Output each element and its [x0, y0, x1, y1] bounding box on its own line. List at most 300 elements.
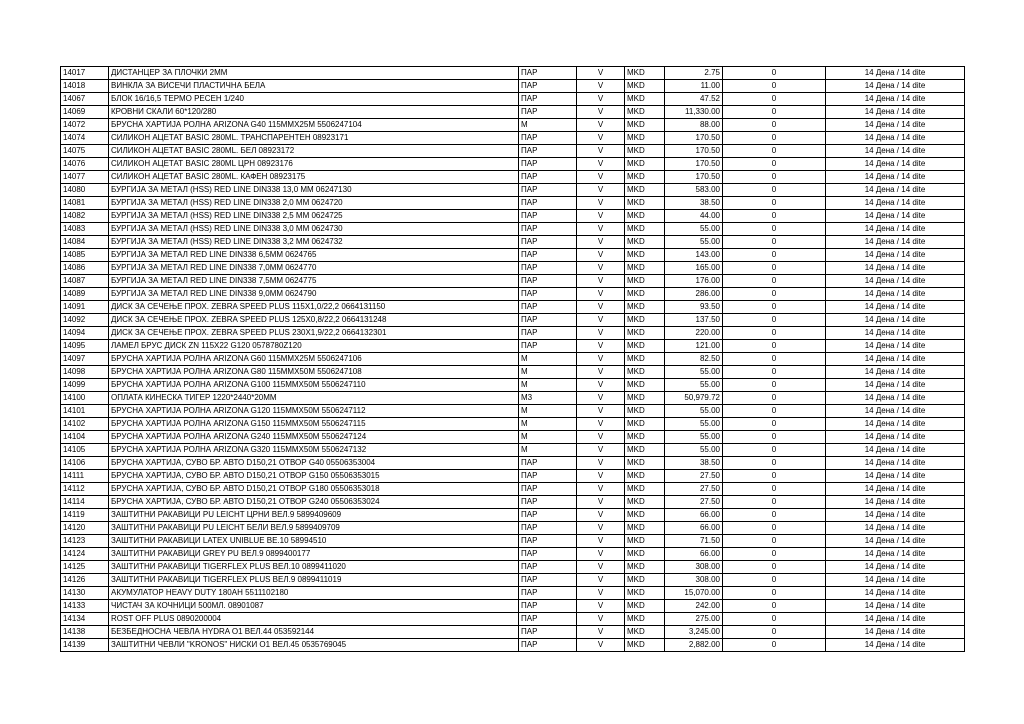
quantity-cell: 0 [723, 496, 826, 509]
table-row [61, 67, 965, 80]
item-code-cell: 14087 [61, 275, 109, 288]
v-cell: V [577, 405, 625, 418]
item-name-cell: СИЛИКОН АЦЕТАТ BASIC 280ML. ТРАНСПАРЕНТЕН 08923171 [109, 132, 519, 145]
quantity-cell: 0 [723, 171, 826, 184]
unit-cell: M [519, 405, 577, 418]
quantity-cell: 0 [723, 535, 826, 548]
item-name-cell: БРУСНА ХАРТИЈА РОЛНА ARIZONA G120 115MMX50M 5506247112 [109, 405, 519, 418]
item-code-cell: 14120 [61, 522, 109, 535]
item-name-cell: ДИСТАНЦЕР ЗА ПЛОЧКИ 2ММ [109, 67, 519, 80]
price-cell: 11.00 [665, 80, 723, 93]
currency-cell: MKD [625, 535, 665, 548]
item-code-cell: 14134 [61, 613, 109, 626]
currency-cell: MKD [625, 561, 665, 574]
quantity-cell: 0 [723, 327, 826, 340]
item-code-cell: 14089 [61, 288, 109, 301]
item-name-cell: БРУСНА ХАРТИЈА, СУВО БР. АВТО D150,21 ОТВОР G40 05506353004 [109, 457, 519, 470]
table-row [61, 470, 965, 483]
currency-cell: MKD [625, 392, 665, 405]
price-cell: 2,882.00 [665, 639, 723, 652]
delivery-term-cell: 14 Дена / 14 dite [826, 67, 965, 80]
item-code-cell: 14104 [61, 431, 109, 444]
item-code-cell: 14083 [61, 223, 109, 236]
table-row [61, 496, 965, 509]
unit-cell: ПАР [519, 483, 577, 496]
table-row [61, 80, 965, 93]
item-code-cell: 14086 [61, 262, 109, 275]
item-code-cell: 14080 [61, 184, 109, 197]
v-cell: V [577, 353, 625, 366]
quantity-cell: 0 [723, 145, 826, 158]
quantity-cell: 0 [723, 587, 826, 600]
delivery-term-cell: 14 Дена / 14 dite [826, 522, 965, 535]
currency-cell: MKD [625, 184, 665, 197]
price-cell: 15,070.00 [665, 587, 723, 600]
delivery-term-cell: 14 Дена / 14 dite [826, 613, 965, 626]
v-cell: V [577, 158, 625, 171]
quantity-cell: 0 [723, 483, 826, 496]
quantity-cell: 0 [723, 600, 826, 613]
delivery-term-cell: 14 Дена / 14 dite [826, 314, 965, 327]
delivery-term-cell: 14 Дена / 14 dite [826, 353, 965, 366]
currency-cell: MKD [625, 587, 665, 600]
unit-cell: ПАР [519, 80, 577, 93]
currency-cell: MKD [625, 418, 665, 431]
unit-cell: ПАР [519, 535, 577, 548]
item-name-cell: БРУСНА ХАРТИЈА, СУВО БР. АВТО D150,21 ОТВОР G150 05506353015 [109, 470, 519, 483]
item-code-cell: 14124 [61, 548, 109, 561]
price-cell: 71.50 [665, 535, 723, 548]
quantity-cell: 0 [723, 288, 826, 301]
v-cell: V [577, 600, 625, 613]
quantity-cell: 0 [723, 275, 826, 288]
item-name-cell: БРУСНА ХАРТИЈА РОЛНА ARIZONA G320 115MMX50M 5506247132 [109, 444, 519, 457]
price-cell: 55.00 [665, 444, 723, 457]
unit-cell: ПАР [519, 249, 577, 262]
item-code-cell: 14125 [61, 561, 109, 574]
quantity-cell: 0 [723, 561, 826, 574]
price-cell: 170.50 [665, 158, 723, 171]
price-cell: 121.00 [665, 340, 723, 353]
unit-cell: ПАР [519, 587, 577, 600]
currency-cell: MKD [625, 314, 665, 327]
table-row [61, 418, 965, 431]
price-cell: 55.00 [665, 366, 723, 379]
quantity-cell: 0 [723, 340, 826, 353]
table-row [61, 119, 965, 132]
item-code-cell: 14091 [61, 301, 109, 314]
item-name-cell: БУРГИЈА ЗА МЕТАЛ (HSS) RED LINE DIN338 2,5 ММ 0624725 [109, 210, 519, 223]
delivery-term-cell: 14 Дена / 14 dite [826, 145, 965, 158]
currency-cell: MKD [625, 444, 665, 457]
delivery-term-cell: 14 Дена / 14 dite [826, 639, 965, 652]
unit-cell: ПАР [519, 93, 577, 106]
quantity-cell: 0 [723, 210, 826, 223]
delivery-term-cell: 14 Дена / 14 dite [826, 301, 965, 314]
item-name-cell: СИЛИКОН АЦЕТАТ BASIC 280ML. БЕЛ 08923172 [109, 145, 519, 158]
price-cell: 275.00 [665, 613, 723, 626]
price-cell: 66.00 [665, 522, 723, 535]
item-name-cell: ДИСК ЗА СЕЧЕЊЕ ПРОХ. ZEBRA SPEED PLUS 230X1,9/22,2 0664132301 [109, 327, 519, 340]
item-code-cell: 14139 [61, 639, 109, 652]
v-cell: V [577, 392, 625, 405]
v-cell: V [577, 171, 625, 184]
v-cell: V [577, 379, 625, 392]
unit-cell: ПАР [519, 106, 577, 119]
quantity-cell: 0 [723, 431, 826, 444]
unit-cell: ПАР [519, 561, 577, 574]
v-cell: V [577, 626, 625, 639]
price-cell: 170.50 [665, 171, 723, 184]
delivery-term-cell: 14 Дена / 14 dite [826, 431, 965, 444]
item-name-cell: КРОВНИ СКАЛИ 60*120/280 [109, 106, 519, 119]
quantity-cell: 0 [723, 574, 826, 587]
table-row [61, 275, 965, 288]
quantity-cell: 0 [723, 522, 826, 535]
item-name-cell: ВИНКЛА ЗА ВИСЕЧИ ПЛАСТИЧНА БЕЛА [109, 80, 519, 93]
delivery-term-cell: 14 Дена / 14 dite [826, 197, 965, 210]
quantity-cell: 0 [723, 470, 826, 483]
v-cell: V [577, 496, 625, 509]
table-row [61, 145, 965, 158]
currency-cell: MKD [625, 197, 665, 210]
quantity-cell: 0 [723, 626, 826, 639]
item-code-cell: 14098 [61, 366, 109, 379]
unit-cell: ПАР [519, 314, 577, 327]
currency-cell: MKD [625, 171, 665, 184]
item-code-cell: 14067 [61, 93, 109, 106]
table-row [61, 249, 965, 262]
unit-cell: ПАР [519, 158, 577, 171]
item-name-cell: БРУСНА ХАРТИЈА РОЛНА ARIZONA G240 115MMX50M 5506247124 [109, 431, 519, 444]
unit-cell: M [519, 119, 577, 132]
unit-cell: ПАР [519, 600, 577, 613]
item-name-cell: ЗАШТИТНИ РАКАВИЦИ TIGERFLEX PLUS ВЕЛ.10 0899411020 [109, 561, 519, 574]
delivery-term-cell: 14 Дена / 14 dite [826, 93, 965, 106]
item-code-cell: 14092 [61, 314, 109, 327]
currency-cell: MKD [625, 340, 665, 353]
table-row [61, 366, 965, 379]
item-code-cell: 14097 [61, 353, 109, 366]
delivery-term-cell: 14 Дена / 14 dite [826, 171, 965, 184]
delivery-term-cell: 14 Дена / 14 dite [826, 561, 965, 574]
item-code-cell: 14094 [61, 327, 109, 340]
v-cell: V [577, 210, 625, 223]
currency-cell: MKD [625, 80, 665, 93]
currency-cell: MKD [625, 223, 665, 236]
quantity-cell: 0 [723, 223, 826, 236]
unit-cell: ПАР [519, 262, 577, 275]
price-cell: 55.00 [665, 236, 723, 249]
delivery-term-cell: 14 Дена / 14 dite [826, 483, 965, 496]
item-code-cell: 14138 [61, 626, 109, 639]
price-cell: 55.00 [665, 431, 723, 444]
price-cell: 44.00 [665, 210, 723, 223]
price-cell: 308.00 [665, 574, 723, 587]
delivery-term-cell: 14 Дена / 14 dite [826, 158, 965, 171]
item-code-cell: 14114 [61, 496, 109, 509]
price-cell: 55.00 [665, 223, 723, 236]
quantity-cell: 0 [723, 548, 826, 561]
v-cell: V [577, 548, 625, 561]
currency-cell: MKD [625, 288, 665, 301]
unit-cell: ПАР [519, 301, 577, 314]
table-row [61, 392, 965, 405]
table-row [61, 405, 965, 418]
price-cell: 27.50 [665, 470, 723, 483]
price-cell: 55.00 [665, 405, 723, 418]
delivery-term-cell: 14 Дена / 14 dite [826, 496, 965, 509]
item-code-cell: 14074 [61, 132, 109, 145]
table-row [61, 379, 965, 392]
price-cell: 143.00 [665, 249, 723, 262]
currency-cell: MKD [625, 366, 665, 379]
table-body [61, 67, 965, 652]
v-cell: V [577, 366, 625, 379]
price-cell: 11,330.00 [665, 106, 723, 119]
table-row [61, 353, 965, 366]
table-row [61, 93, 965, 106]
item-code-cell: 14130 [61, 587, 109, 600]
item-code-cell: 14111 [61, 470, 109, 483]
v-cell: V [577, 93, 625, 106]
delivery-term-cell: 14 Дена / 14 dite [826, 249, 965, 262]
item-name-cell: БРУСНА ХАРТИЈА РОЛНА ARIZONA G80 115MMX50M 5506247108 [109, 366, 519, 379]
item-code-cell: 14017 [61, 67, 109, 80]
item-code-cell: 14101 [61, 405, 109, 418]
currency-cell: MKD [625, 379, 665, 392]
price-cell: 66.00 [665, 548, 723, 561]
delivery-term-cell: 14 Дена / 14 dite [826, 535, 965, 548]
delivery-term-cell: 14 Дена / 14 dite [826, 405, 965, 418]
price-cell: 93.50 [665, 301, 723, 314]
item-name-cell: БЕЗБЕДНОСНА ЧЕВЛА HYDRA O1 ВЕЛ.44 053592144 [109, 626, 519, 639]
price-cell: 583.00 [665, 184, 723, 197]
item-name-cell: БУРГИЈА ЗА МЕТАЛ RED LINE DIN338 7,0MM 0624770 [109, 262, 519, 275]
item-name-cell: ЗАШТИТНИ РАКАВИЦИ TIGERFLEX PLUS ВЕЛ.9 0899411019 [109, 574, 519, 587]
v-cell: V [577, 145, 625, 158]
table-row [61, 197, 965, 210]
item-name-cell: ДИСК ЗА СЕЧЕЊЕ ПРОХ. ZEBRA SPEED PLUS 125X0,8/22,2 0664131248 [109, 314, 519, 327]
unit-cell: M [519, 353, 577, 366]
currency-cell: MKD [625, 327, 665, 340]
unit-cell: ПАР [519, 548, 577, 561]
table-row [61, 132, 965, 145]
v-cell: V [577, 509, 625, 522]
v-cell: V [577, 327, 625, 340]
v-cell: V [577, 470, 625, 483]
delivery-term-cell: 14 Дена / 14 dite [826, 210, 965, 223]
price-cell: 242.00 [665, 600, 723, 613]
quantity-cell: 0 [723, 158, 826, 171]
delivery-term-cell: 14 Дена / 14 dite [826, 80, 965, 93]
currency-cell: MKD [625, 249, 665, 262]
item-name-cell: БУРГИЈА ЗА МЕТАЛ RED LINE DIN338 9,0MM 0624790 [109, 288, 519, 301]
quantity-cell: 0 [723, 405, 826, 418]
table-row [61, 184, 965, 197]
delivery-term-cell: 14 Дена / 14 dite [826, 366, 965, 379]
unit-cell: ПАР [519, 639, 577, 652]
item-code-cell: 14072 [61, 119, 109, 132]
table-row [61, 301, 965, 314]
item-code-cell: 14085 [61, 249, 109, 262]
currency-cell: MKD [625, 353, 665, 366]
quantity-cell: 0 [723, 418, 826, 431]
unit-cell: ПАР [519, 470, 577, 483]
v-cell: V [577, 418, 625, 431]
delivery-term-cell: 14 Дена / 14 dite [826, 444, 965, 457]
item-code-cell: 14102 [61, 418, 109, 431]
table-row [61, 522, 965, 535]
price-cell: 38.50 [665, 457, 723, 470]
currency-cell: MKD [625, 158, 665, 171]
quantity-cell: 0 [723, 509, 826, 522]
price-table [60, 66, 965, 652]
item-code-cell: 14119 [61, 509, 109, 522]
unit-cell: ПАР [519, 67, 577, 80]
item-name-cell: ROST OFF PLUS 0890200004 [109, 613, 519, 626]
table-row [61, 639, 965, 652]
currency-cell: MKD [625, 483, 665, 496]
currency-cell: MKD [625, 210, 665, 223]
unit-cell: M [519, 444, 577, 457]
price-cell: 38.50 [665, 197, 723, 210]
delivery-term-cell: 14 Дена / 14 dite [826, 392, 965, 405]
v-cell: V [577, 314, 625, 327]
v-cell: V [577, 80, 625, 93]
quantity-cell: 0 [723, 392, 826, 405]
table-row [61, 509, 965, 522]
item-code-cell: 14126 [61, 574, 109, 587]
delivery-term-cell: 14 Дена / 14 dite [826, 587, 965, 600]
price-cell: 137.50 [665, 314, 723, 327]
item-name-cell: БУРГИЈА ЗА МЕТАЛ RED LINE DIN338 6,5MM 0624765 [109, 249, 519, 262]
item-name-cell: БРУСНА ХАРТИЈА РОЛНА ARIZONA G60 115MMX25M 5506247106 [109, 353, 519, 366]
quantity-cell: 0 [723, 67, 826, 80]
item-code-cell: 14099 [61, 379, 109, 392]
table-row [61, 600, 965, 613]
price-cell: 176.00 [665, 275, 723, 288]
v-cell: V [577, 535, 625, 548]
delivery-term-cell: 14 Дена / 14 dite [826, 132, 965, 145]
item-name-cell: СИЛИКОН АЦЕТАТ BASIC 280ML ЦРН 08923176 [109, 158, 519, 171]
price-cell: 66.00 [665, 509, 723, 522]
item-name-cell: БРУСНА ХАРТИЈА РОЛНА ARIZONA G150 115MMX50M 5506247115 [109, 418, 519, 431]
item-code-cell: 14095 [61, 340, 109, 353]
delivery-term-cell: 14 Дена / 14 dite [826, 470, 965, 483]
quantity-cell: 0 [723, 249, 826, 262]
quantity-cell: 0 [723, 379, 826, 392]
item-name-cell: БРУСНА ХАРТИЈА РОЛНА ARIZONA G100 115MMX50M 5506247110 [109, 379, 519, 392]
item-name-cell: БУРГИЈА ЗА МЕТАЛ (HSS) RED LINE DIN338 3,0 ММ 0624730 [109, 223, 519, 236]
item-code-cell: 14123 [61, 535, 109, 548]
currency-cell: MKD [625, 639, 665, 652]
table-row [61, 587, 965, 600]
delivery-term-cell: 14 Дена / 14 dite [826, 418, 965, 431]
unit-cell: ПАР [519, 496, 577, 509]
delivery-term-cell: 14 Дена / 14 dite [826, 379, 965, 392]
price-cell: 47.52 [665, 93, 723, 106]
v-cell: V [577, 639, 625, 652]
delivery-term-cell: 14 Дена / 14 dite [826, 457, 965, 470]
v-cell: V [577, 249, 625, 262]
item-name-cell: АКУМУЛАТОР HEAVY DUTY 180AH 5511102180 [109, 587, 519, 600]
currency-cell: MKD [625, 509, 665, 522]
currency-cell: MKD [625, 106, 665, 119]
delivery-term-cell: 14 Дена / 14 dite [826, 288, 965, 301]
table-row [61, 457, 965, 470]
item-name-cell: ЗАШТИТНИ РАКАВИЦИ LATEX UNIBLUE ВЕ.10 58994510 [109, 535, 519, 548]
delivery-term-cell: 14 Дена / 14 dite [826, 340, 965, 353]
quantity-cell: 0 [723, 119, 826, 132]
currency-cell: MKD [625, 132, 665, 145]
table-row [61, 483, 965, 496]
currency-cell: MKD [625, 457, 665, 470]
v-cell: V [577, 67, 625, 80]
unit-cell: ПАР [519, 613, 577, 626]
item-name-cell: БРУСНА ХАРТИЈА, СУВО БР. АВТО D150,21 ОТВОР G180 05506353018 [109, 483, 519, 496]
delivery-term-cell: 14 Дена / 14 dite [826, 262, 965, 275]
item-name-cell: БУРГИЈА ЗА МЕТАЛ (HSS) RED LINE DIN338 13,0 ММ 06247130 [109, 184, 519, 197]
delivery-term-cell: 14 Дена / 14 dite [826, 509, 965, 522]
quantity-cell: 0 [723, 301, 826, 314]
item-code-cell: 14082 [61, 210, 109, 223]
item-code-cell: 14018 [61, 80, 109, 93]
unit-cell: M3 [519, 392, 577, 405]
v-cell: V [577, 340, 625, 353]
table-row [61, 223, 965, 236]
delivery-term-cell: 14 Дена / 14 dite [826, 574, 965, 587]
table-row [61, 613, 965, 626]
price-cell: 286.00 [665, 288, 723, 301]
item-code-cell: 14076 [61, 158, 109, 171]
price-cell: 308.00 [665, 561, 723, 574]
item-name-cell: ЗАШТИТНИ РАКАВИЦИ PU LEICHT ЦРНИ ВЕЛ.9 5899409609 [109, 509, 519, 522]
price-cell: 88.00 [665, 119, 723, 132]
unit-cell: ПАР [519, 522, 577, 535]
delivery-term-cell: 14 Дена / 14 dite [826, 548, 965, 561]
unit-cell: ПАР [519, 184, 577, 197]
quantity-cell: 0 [723, 197, 826, 210]
delivery-term-cell: 14 Дена / 14 dite [826, 119, 965, 132]
v-cell: V [577, 106, 625, 119]
item-code-cell: 14100 [61, 392, 109, 405]
v-cell: V [577, 613, 625, 626]
item-name-cell: БЛОК 16/16,5 ТЕРМО РЕСЕН 1/240 [109, 93, 519, 106]
currency-cell: MKD [625, 470, 665, 483]
delivery-term-cell: 14 Дена / 14 dite [826, 626, 965, 639]
v-cell: V [577, 132, 625, 145]
currency-cell: MKD [625, 574, 665, 587]
table-row [61, 288, 965, 301]
table-row [61, 106, 965, 119]
price-cell: 3,245.00 [665, 626, 723, 639]
quantity-cell: 0 [723, 80, 826, 93]
v-cell: V [577, 301, 625, 314]
v-cell: V [577, 574, 625, 587]
price-cell: 55.00 [665, 418, 723, 431]
table-row [61, 574, 965, 587]
price-cell: 170.50 [665, 132, 723, 145]
v-cell: V [577, 522, 625, 535]
table-row [61, 431, 965, 444]
v-cell: V [577, 275, 625, 288]
v-cell: V [577, 444, 625, 457]
price-cell: 165.00 [665, 262, 723, 275]
v-cell: V [577, 262, 625, 275]
delivery-term-cell: 14 Дена / 14 dite [826, 106, 965, 119]
unit-cell: ПАР [519, 145, 577, 158]
